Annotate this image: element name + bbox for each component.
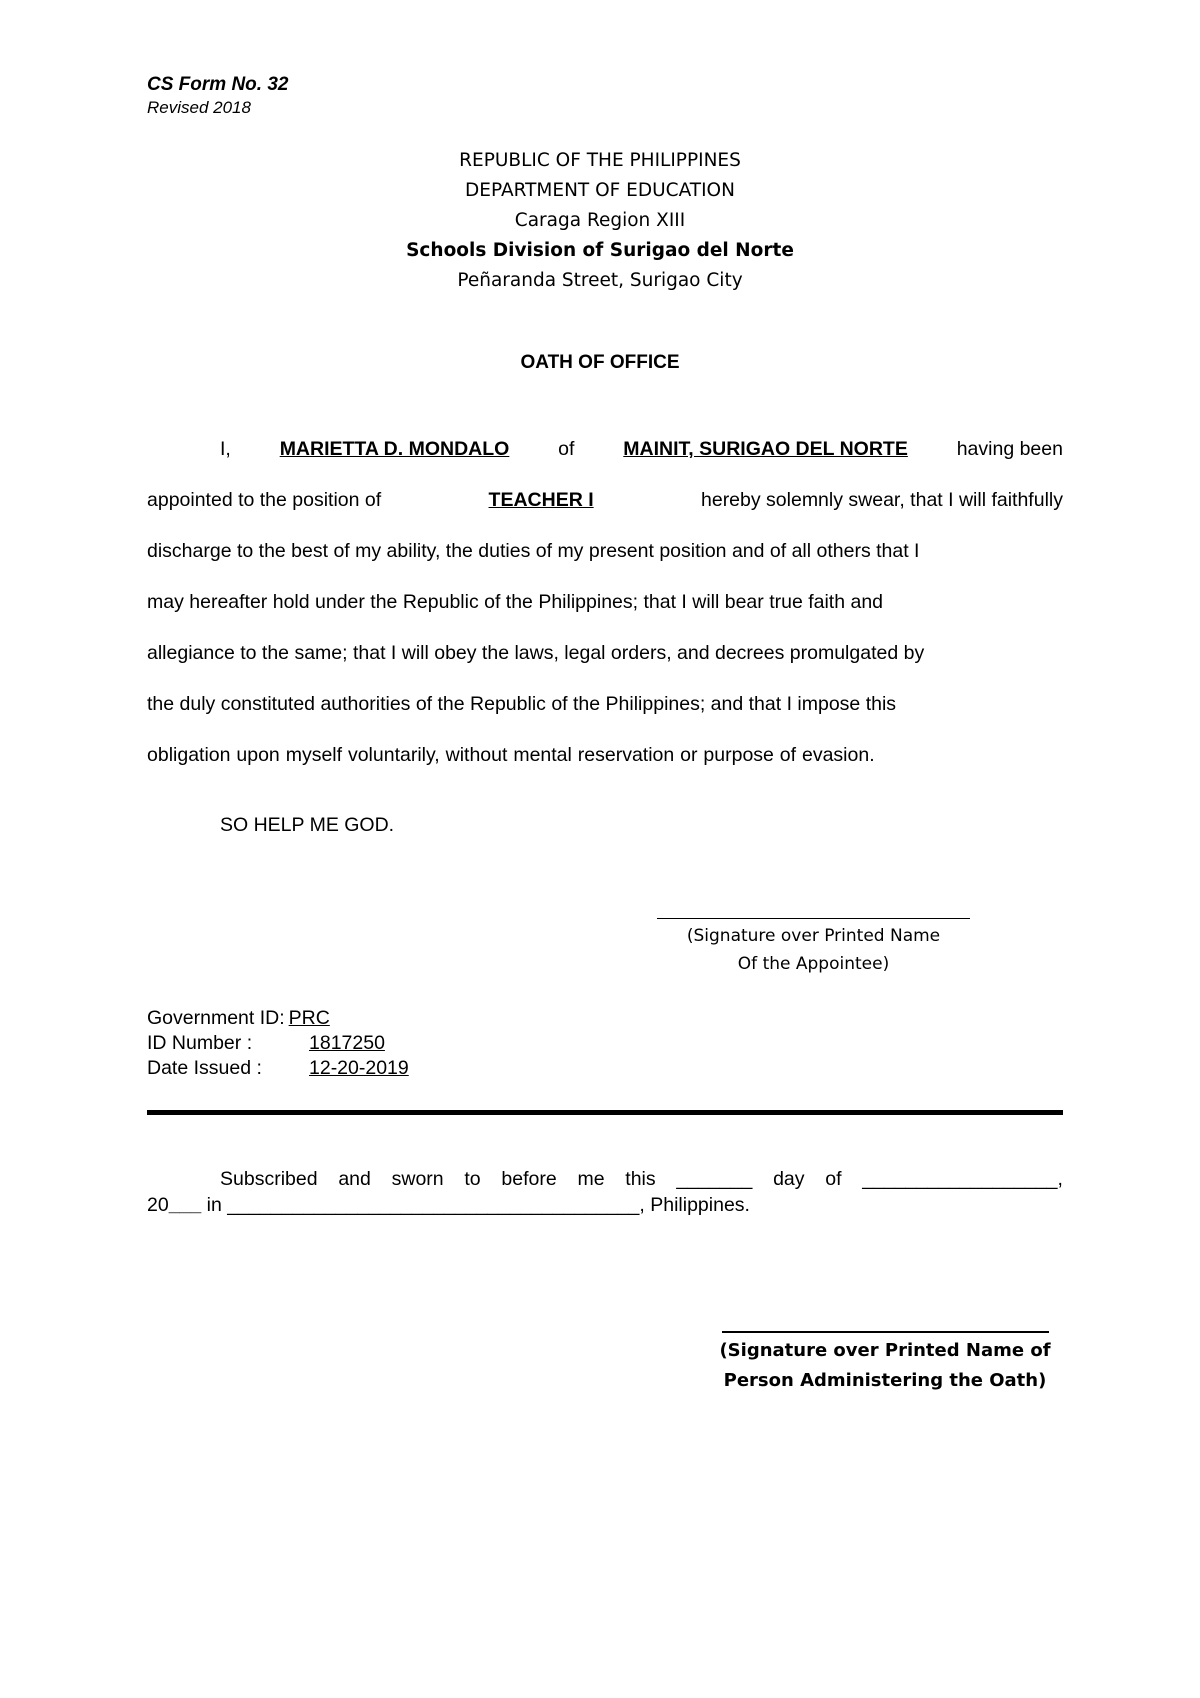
oath-line-3 (147, 538, 1063, 589)
oath-text: the duly constituted authorities of the Republic of the Philippines; and that I impose this (147, 693, 897, 715)
oath-line-1 (147, 436, 1063, 487)
oath-having-been: having been (956, 438, 1063, 460)
caption-line: Person Administering the Oath) (723, 1370, 1047, 1391)
appointee-signature-caption (657, 922, 970, 978)
jurat-paragraph (147, 1166, 1063, 1218)
administering-signature-line (722, 1331, 1049, 1333)
oath-i: I, (220, 438, 231, 460)
jurat-word: me (577, 1168, 605, 1190)
header-address: Peñaranda Street, Surigao City (457, 270, 743, 291)
jurat-word: this (625, 1168, 656, 1190)
month-blank: __________________, (862, 1168, 1063, 1190)
document-header (0, 146, 1200, 296)
jurat-line-1 (147, 1166, 1063, 1192)
date-issued-value: 12-20-2019 (309, 1057, 409, 1079)
government-id-value: PRC (288, 1007, 330, 1029)
header-department: DEPARTMENT OF EDUCATION (465, 180, 735, 201)
date-issued-row (147, 1056, 409, 1081)
date-issued-label: Date Issued : (147, 1057, 262, 1079)
jurat-line-2 (147, 1192, 1063, 1218)
jurat-word: and (338, 1168, 371, 1190)
jurat-word: sworn (391, 1168, 444, 1190)
oath-line-7 (147, 742, 1063, 793)
jurat-word: day (773, 1168, 805, 1190)
jurat-word: Subscribed (220, 1168, 318, 1190)
closing-statement: SO HELP ME GOD. (220, 814, 395, 836)
header-division: Schools Division of Surigao del Norte (406, 240, 794, 261)
oath-line-5 (147, 640, 1063, 691)
caption-line: (Signature over Printed Name (686, 926, 941, 946)
appointee-address: MAINIT, SURIGAO DEL NORTE (623, 438, 908, 460)
header-region: Caraga Region XIII (514, 210, 686, 231)
place-blank: ______________________________________ (227, 1194, 640, 1216)
year-prefix: 20 (147, 1194, 169, 1216)
day-blank: _______ (676, 1168, 753, 1190)
jurat-word: before (501, 1168, 557, 1190)
oath-text: may hereafter hold under the Republic of the Philippines; that I will bear true faith and (147, 591, 884, 613)
oath-line-4 (147, 589, 1063, 640)
oath-text: discharge to the best of my ability, the duties of my present position and of all others that I (147, 540, 920, 562)
year-blank: ___ (168, 1194, 202, 1216)
section-divider (147, 1110, 1063, 1115)
oath-paragraph (147, 436, 1063, 793)
oath-of: of (558, 438, 575, 460)
jurat-country: , Philippines. (639, 1194, 750, 1216)
document-title: OATH OF OFFICE (520, 352, 680, 373)
form-number: CS Form No. 32 (147, 74, 289, 95)
oath-line-6 (147, 691, 1063, 742)
jurat-word: of (825, 1168, 842, 1190)
government-id-label: Government ID: (147, 1007, 285, 1029)
oath-appointed: appointed to the position of (147, 489, 382, 511)
oath-line-2 (147, 487, 1063, 538)
oath-text: obligation upon myself voluntarily, without mental reservation or purpose of evasion. (147, 744, 875, 766)
jurat-word: to (464, 1168, 481, 1190)
oath-line-2-rest: hereby solemnly swear, that I will faithfully (701, 489, 1063, 511)
id-number-value: 1817250 (309, 1032, 385, 1054)
caption-line: Of the Appointee) (737, 954, 890, 974)
appointee-signature-line (657, 918, 970, 919)
header-republic: REPUBLIC OF THE PHILIPPINES (459, 150, 741, 171)
appointee-name: MARIETTA D. MONDALO (279, 438, 510, 460)
administering-signature-caption (700, 1336, 1070, 1396)
oath-text: allegiance to the same; that I will obey the laws, legal orders, and decrees promulgated by (147, 642, 925, 664)
government-id-block (147, 1006, 409, 1081)
id-number-label: ID Number : (147, 1032, 253, 1054)
form-revision: Revised 2018 (147, 98, 251, 117)
government-id-row (147, 1006, 409, 1031)
id-number-row (147, 1031, 409, 1056)
appointee-position: TEACHER I (488, 489, 594, 511)
caption-line: (Signature over Printed Name of (719, 1340, 1051, 1361)
jurat-word: in (206, 1194, 222, 1216)
